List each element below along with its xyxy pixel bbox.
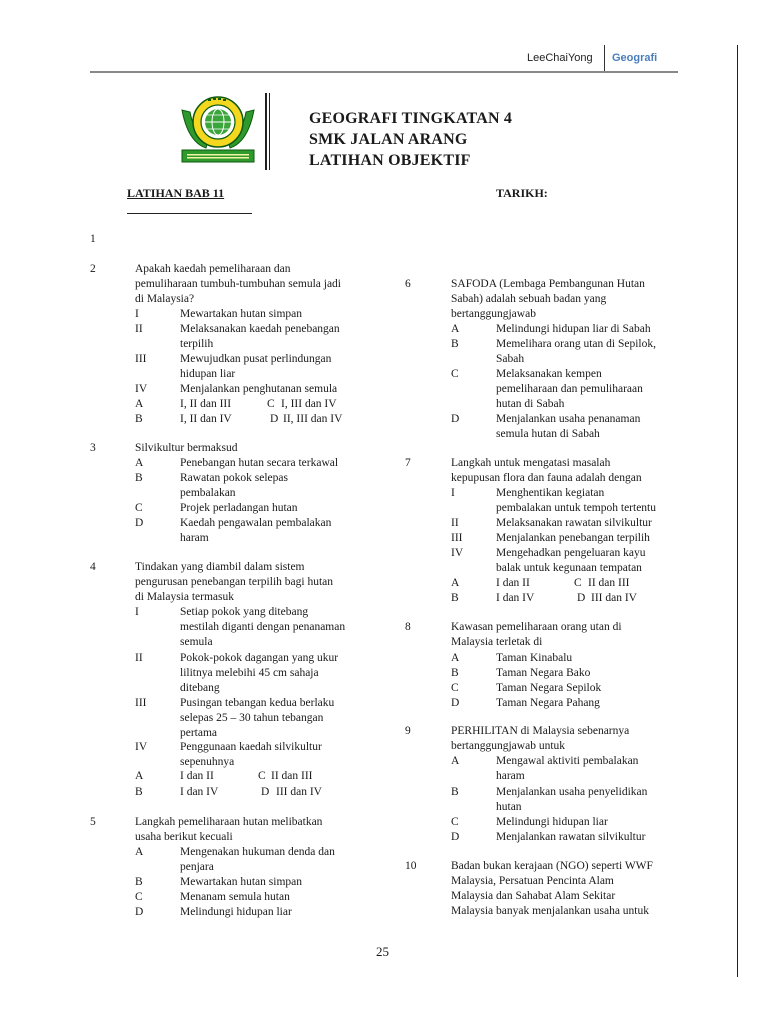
option-text: Menjalankan usaha penyelidikan hutan [496,786,648,813]
option-text: Mewujudkan pusat perlindungan hidupan liar [180,353,332,380]
question-stem: Apakah kaedah pemeliharaan dan pemuliharaan tumbuh-tumbuhan semula jadi di Malaysia? [135,263,341,305]
option-key: IV [135,741,148,753]
option-text: Mengawal aktiviti pembalakan haram [496,755,639,782]
option-text: Mewartakan hutan simpan [180,876,302,888]
option-text: Menghentikan kegiatan pembalakan untuk tempoh tertentu [496,487,656,514]
option-key: II [451,517,459,529]
section-title: LATIHAN BAB 11 [127,186,225,200]
option-key: III [451,532,463,544]
answer-text: I dan II [180,770,214,782]
option-key: A [451,323,460,335]
question-number: 10 [405,860,417,872]
option-key: C [135,891,143,903]
answer-text: II, III dan IV [283,413,343,425]
header-author: LeeChaiYong [527,52,593,64]
answer-key: B [451,592,459,604]
option-key: B [135,876,143,888]
option-text: Taman Kinabalu [496,652,573,664]
question-stem: PERHILITAN di Malaysia sebenarnya bertanggungjawab untuk [451,725,630,752]
option-key: D [135,906,144,918]
option-text: Mewartakan hutan simpan [180,308,302,320]
question-number: 3 [90,442,96,454]
question-stem: Tindakan yang diambil dalam sistem pengurusan penebangan terpilih bagi hutan di Malaysia termasuk [135,561,333,603]
answer-key: A [135,398,144,410]
title-divider-thick [265,93,267,170]
option-key: D [451,831,460,843]
answer-text: I dan II [496,577,530,589]
option-text: Melindungi hidupan liar [496,816,608,828]
question-stem: Badan bukan kerajaan (NGO) seperti WWF Malaysia, Persatuan Pencinta Alam Malaysia dan Sahabat Alam Sekitar Malaysia banyak menjalankan usaha untuk [451,860,653,917]
school-logo [178,90,258,168]
answer-text: II dan III [588,577,630,589]
option-key: C [135,502,143,514]
option-text: Taman Negara Pahang [496,697,600,709]
option-text: Menjalankan usaha penanaman semula hutan di Sabah [496,413,641,440]
question-stem: Langkah pemeliharaan hutan melibatkan usaha berikut kecuali [135,816,323,843]
option-key: IV [451,547,464,559]
option-key: B [451,786,459,798]
answer-key: C [574,577,582,589]
title-line-3: LATIHAN OBJEKTIF [309,152,471,169]
option-text: Taman Negara Bako [496,667,591,679]
option-key: B [451,667,459,679]
answer-text: I, II dan III [180,398,232,410]
question-number: 1 [90,233,96,245]
answer-text: I dan IV [496,592,535,604]
option-text: Menjalankan rawatan silvikultur [496,831,646,843]
answer-key: D [261,786,270,798]
header-subject: Geografi [612,52,658,64]
option-text: Mengehadkan pengeluaran kayu balak untuk kegunaan tempatan [496,547,646,574]
option-text: Penebangan hutan secara terkawal [180,457,339,469]
answer-text: II dan III [271,770,313,782]
option-text: Setiap pokok yang ditebang mestilah diganti dengan penanaman semula [180,606,346,648]
page-number: 25 [376,944,389,959]
option-key: B [451,338,459,350]
option-text: Pusingan tebangan kedua berlaku selepas 25 – 30 tahun tebangan pertama [180,697,335,739]
option-text: Melindungi hidupan liar [180,906,292,918]
option-text: Rawatan pokok selepas pembalakan [180,472,288,499]
option-key: A [135,846,144,858]
answer-text: I, III dan IV [281,398,337,410]
answer-text: I, II dan IV [180,413,232,425]
question-number: 4 [90,561,96,573]
answer-text: III dan IV [591,592,637,604]
section-underline [127,213,252,214]
right-margin-rule [737,45,738,977]
option-key: C [451,368,459,380]
option-text: Kaedah pengawalan pembalakan haram [180,517,332,544]
option-key: C [451,682,459,694]
answer-key: B [135,413,143,425]
option-text: Melaksanakan rawatan silvikultur [496,517,652,529]
answer-key: C [258,770,266,782]
question-number: 5 [90,816,96,828]
option-text: Melaksanakan kempen pemeliharaan dan pemuliharaan hutan di Sabah [496,368,643,410]
question-stem: Langkah untuk mengatasi masalah kepupusan flora dan fauna adalah dengan [451,457,642,484]
option-text: Memelihara orang utan di Sepilok, Sabah [496,338,657,365]
question-number: 7 [405,457,411,469]
option-text: Menjalankan penghutanan semula [180,383,338,395]
option-text: Penggunaan kaedah silvikultur sepenuhnya [180,741,322,768]
question-stem: Kawasan pemeliharaan orang utan di Malaysia terletak di [451,621,622,648]
option-text: Melaksanakan kaedah penebangan terpilih [180,323,340,350]
school-crest-icon [178,90,258,168]
option-key: C [451,816,459,828]
option-key: I [135,606,139,618]
option-key: D [451,413,460,425]
option-key: A [135,457,144,469]
option-text: Menanam semula hutan [180,891,290,903]
answer-key: B [135,786,143,798]
header-rule [90,71,678,73]
header-divider [604,45,605,71]
answer-key: C [267,398,275,410]
option-key: I [451,487,455,499]
option-key: III [135,353,147,365]
option-key: II [135,323,143,335]
option-text: Menjalankan penebangan terpilih [496,532,650,544]
question-number: 8 [405,621,411,633]
question-stem: SAFODA (Lembaga Pembangunan Hutan Sabah) adalah sebuah badan yang bertanggungjawab [451,278,645,320]
option-text: Taman Negara Sepilok [496,682,602,694]
answer-text: III dan IV [276,786,322,798]
option-text: Melindungi hidupan liar di Sabah [496,323,651,335]
title-line-1: GEOGRAFI TINGKATAN 4 [309,110,513,127]
question-stem: Silvikultur bermaksud [135,442,238,454]
option-key: I [135,308,139,320]
option-key: D [135,517,144,529]
answer-text: I dan IV [180,786,219,798]
question-number: 9 [405,725,411,737]
title-divider-thin [269,93,270,170]
question-number: 2 [90,263,96,275]
answer-key: D [577,592,586,604]
option-key: D [451,697,460,709]
option-text: Projek perladangan hutan [180,502,298,514]
option-key: IV [135,383,148,395]
option-key: A [451,755,460,767]
answer-key: A [451,577,460,589]
option-text: Pokok-pokok dagangan yang ukur lilitnya melebihi 45 cm sahaja ditebang [180,652,339,694]
option-text: Mengenakan hukuman denda dan penjara [180,846,335,873]
option-key: B [135,472,143,484]
option-key: II [135,652,143,664]
question-number: 6 [405,278,411,290]
answer-key: D [270,413,279,425]
option-key: A [451,652,460,664]
answer-key: A [135,770,144,782]
date-label: TARIKH: [496,186,548,200]
option-key: III [135,697,147,709]
title-line-2: SMK JALAN ARANG [309,131,468,148]
